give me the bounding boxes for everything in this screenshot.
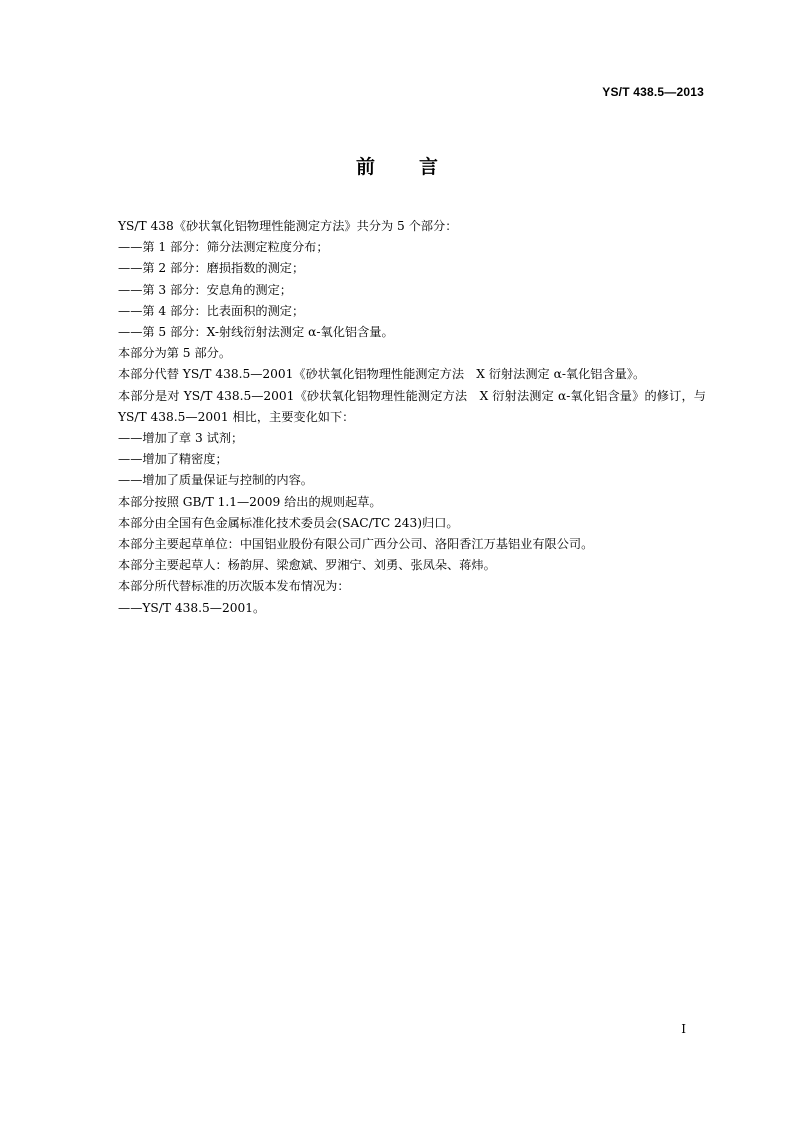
page-number: I bbox=[681, 1022, 686, 1036]
list-item-change-2: ——增加了精密度； bbox=[118, 452, 228, 467]
paragraph-this-part: 本部分为第 5 部分。 bbox=[118, 346, 232, 361]
list-item-history-1: ——YS/T 438.5—2001。 bbox=[118, 600, 266, 615]
list-item-part-3: ——第 3 部分：安息角的测定； bbox=[118, 282, 292, 297]
list-item-part-5: ——第 5 部分：X-射线衍射法测定 α-氧化铝含量。 bbox=[118, 325, 394, 340]
list-item-part-4: ——第 4 部分：比表面积的测定； bbox=[118, 303, 305, 318]
paragraph-drafters: 本部分主要起草人：杨韵屏、梁愈斌、罗湘宁、刘勇、张凤朵、蒋炜。 bbox=[118, 558, 496, 573]
page-title: 前言 bbox=[355, 156, 482, 178]
list-item-part-1: ——第 1 部分：筛分法测定粒度分布； bbox=[118, 240, 329, 255]
foreword-body bbox=[90, 216, 706, 619]
list-item-change-1: ——增加了章 3 试剂； bbox=[118, 431, 244, 446]
list-item-change-3: ——增加了质量保证与控制的内容。 bbox=[118, 473, 313, 488]
paragraph-revision: 本部分是对 YS/T 438.5—2001《砂状氧化铝物理性能测定方法 X 衍射法测定 α-氧化铝含量》的修订，与 YS/T 438.5—2001 相比，主要变化如下： bbox=[118, 388, 706, 424]
paragraph-parts-intro: YS/T 438《砂状氧化铝物理性能测定方法》共分为 5 个部分： bbox=[118, 219, 458, 233]
paragraph-drafting-units: 本部分主要起草单位：中国铝业股份有限公司广西分公司、洛阳香江万基铝业有限公司。 bbox=[118, 537, 594, 552]
paragraph-history-intro: 本部分所代替标准的历次版本发布情况为： bbox=[118, 579, 350, 594]
paragraph-committee: 本部分由全国有色金属标准化技术委员会(SAC/TC 243)归口。 bbox=[118, 515, 459, 530]
paragraph-drafting-rules: 本部分按照 GB/T 1.1—2009 给出的规则起草。 bbox=[118, 494, 382, 509]
list-item-part-2: ——第 2 部分：磨损指数的测定； bbox=[118, 261, 305, 276]
standard-code: YS/T 438.5—2013 bbox=[602, 85, 704, 99]
paragraph-replaces: 本部分代替 YS/T 438.5—2001《砂状氧化铝物理性能测定方法 X 衍射法测定 α-氧化铝含量》。 bbox=[118, 367, 646, 382]
